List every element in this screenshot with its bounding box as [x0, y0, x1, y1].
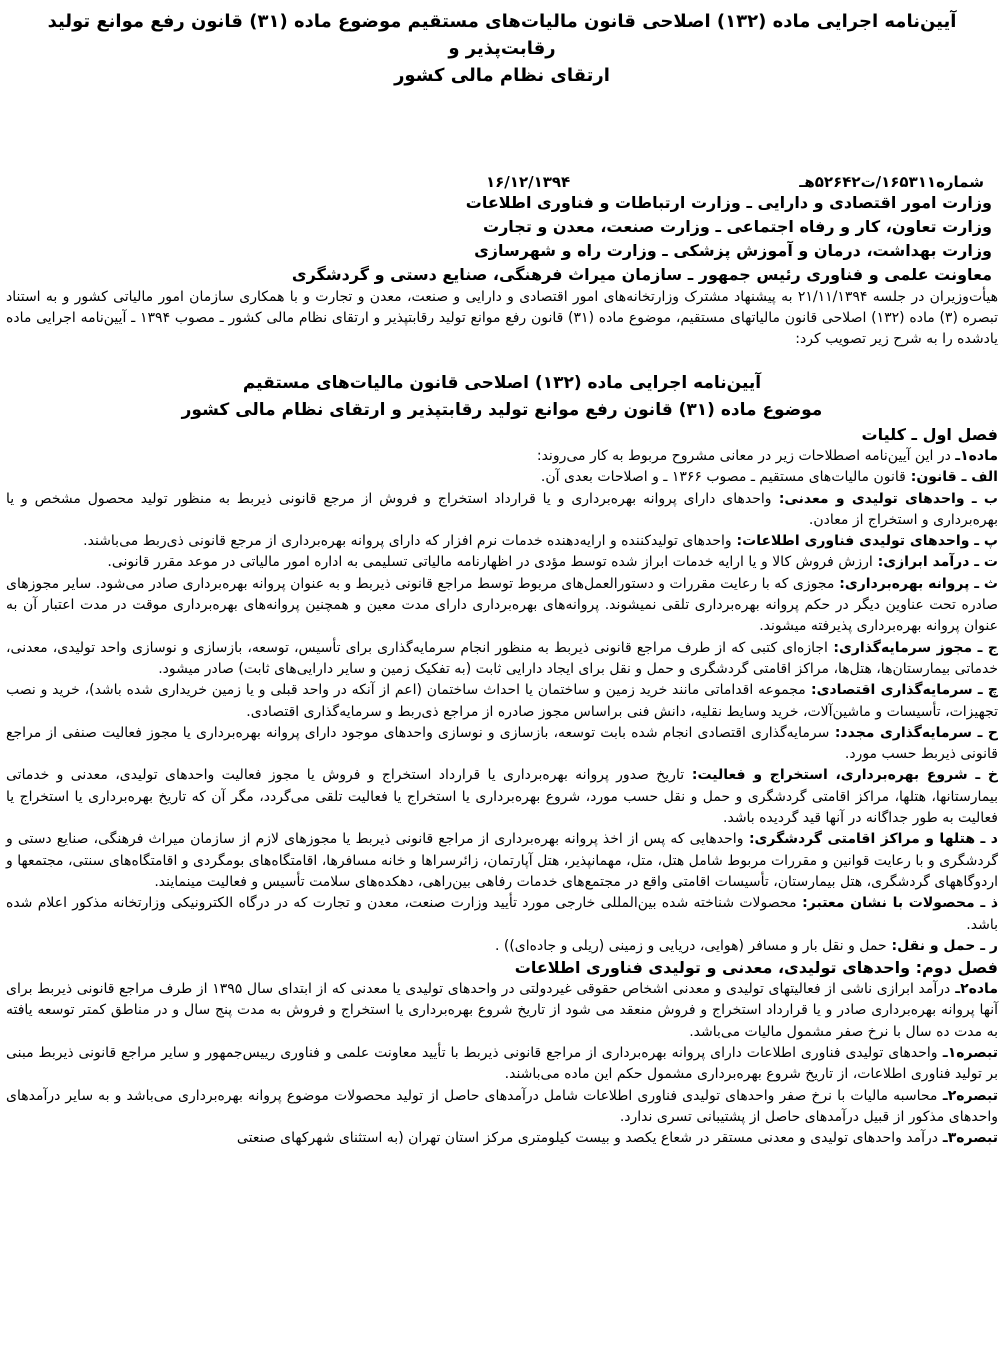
addressee-line: وزارت بهداشت، درمان و آموزش پزشکی ـ وزارت راه و شهرسازی [474, 241, 992, 260]
addressee-line: وزارت امور اقتصادی و دارایی ـ وزارت ارتباطات و فناوری اطلاعات [465, 193, 992, 212]
definition-text: واحدهای تولیدکننده و ارایه‌دهنده خدمات نرم افزار که دارای پروانه بهره‌برداری از مرجع قانونی ذی‌ربط می‌باشند. [83, 533, 732, 550]
definition-label: ذ ـ محصولات با نشان معتبر: [796, 895, 998, 912]
definition-text: تاریخ صدور پروانه بهره‌برداری یا قرارداد استخراج و فروش یا مجوز فعالیت واحدهای تولیدی، معدنی و خدماتی بیمارستانها، هتلها، مراکز اقامتی گردشگری و حمل و نقل حسب مورد، شروع بهره‌برداری یا استخراج یا فعالیت تلقی می‌گردد، مگر آن که تاریخ بهره‌برداری یا استخراج یا فعالیت به طور جداگانه در آنها قید گردیده باشد. [6, 767, 998, 827]
letter-meta [6, 173, 998, 191]
article-text: در این آیین‌نامه اصطلاحات زیر در معانی مشروح مربوط به کار می‌روند: [536, 448, 956, 464]
definition-item [6, 765, 998, 829]
definition-label: خ ـ شروع بهره‌برداری، استخراج و فعالیت: [684, 767, 998, 784]
definition-text: مجموعه اقداماتی مانند خرید زمین و ساختمان یا احداث ساختمان (اعم از آنکه در واحد قبلی و یا زمین خریداری شده باشد)، خرید و نصب تجهیزات، تأسیسات و ماشین‌آلات، خرید وسایط نقلیه، دانش فنی براساس مجوز صادره از مراجع ذی‌ربط و سرمایه‌گذاری اقتصادی. [6, 682, 998, 720]
note-label: تبصره۳ـ [938, 1130, 998, 1147]
definition-label: پ ـ واحدهای تولیدی فناوری اطلاعات: [731, 533, 998, 550]
definition-text: ارزش فروش کالا و یا ارایه خدمات ابراز شده توسط مؤدی در اظهارنامه مالیاتی تسلیمی به اداره امور مالیاتی در موعد مقرر قانونی. [107, 554, 873, 571]
definition-item [6, 936, 998, 957]
regulation-title-line-1: آیین‌نامه اجرایی ماده (۱۳۲) اصلاحی قانون مالیات‌های مستقیم [242, 373, 762, 393]
definition-label: ح ـ سرمایه‌گذاری مجدد: [829, 724, 998, 741]
definition-item [6, 552, 998, 573]
article-item [6, 979, 998, 1043]
regulation-title-line-2: موضوع ماده (۳۱) قانون رفع موانع تولید رقابتپذیر و ارتقای نظام مالی کشور [181, 400, 823, 420]
definition-text: اجازه‌ای کتبی که از طرف مراجع قانونی ذیربط به منظور انجام سرمایه‌گذاری برای تأسیس، توسعه، بازسازی و نوسازی واحد تولیدی، معدنی، خدماتی بیمارستان‌ها، هتل‌ها، مراکز اقامتی گردشگری و حمل و نقل برای ایجاد دارایی ثابت (به تفکیک زمین و سایر دارایی‌های ثابت) صادر میشود. [6, 639, 998, 677]
chapter-2-items [6, 979, 998, 1149]
note-label: تبصره۱ـ [937, 1045, 998, 1062]
definition-text: محصولات شناخته شده بین‌المللی خارجی مورد تأیید وزارت صنعت، معدن و تجارت که در درگاه الکترونیکی وزارتخانه مذکور اعلام شده باشد. [6, 895, 998, 933]
note-text: محاسبه مالیات با نرخ صفر واحدهای تولیدی فناوری اطلاعات شامل درآمدهای حاصل از تولید محصولات موضوع پروانه بهره‌برداری می‌باشد و به سایر درآمدهای واحدهای مذکور از قبیل درآمدهای حاصل از پشتیبانی تسری ندارد. [6, 1087, 998, 1125]
definition-label: ث ـ پروانه بهره‌برداری: [834, 575, 998, 592]
article-label: ماده۲ـ [950, 981, 998, 998]
note-text: واحدهای تولیدی فناوری اطلاعات دارای پروانه بهره‌برداری از مراجع قانونی ذیربط با تأیید معاونت علمی و فناوری رییس‌جمهور و سایر مراجع قانونی ذیربط مبنی بر تولید فناوری اطلاعات، از تاریخ شروع بهره‌برداری مشمول حکم این ماده می‌باشند. [6, 1045, 998, 1083]
definition-label: ج ـ مجوز سرمایه‌گذاری: [827, 639, 998, 656]
addressee-line: وزارت تعاون، کار و رفاه اجتماعی ـ وزارت صنعت، معدن و تجارت [483, 217, 992, 236]
note-item [6, 1128, 998, 1149]
letter-date: ۱۶/۱۲/۱۳۹۴ [486, 173, 571, 191]
definition-item [6, 574, 998, 638]
note-text: درآمد واحدهای تولیدی و معدنی مستقر در شعاع یکصد و بیست کیلومتری مرکز استان تهران (به استثنای شهرکهای صنعتی [236, 1130, 939, 1147]
definition-label: د ـ هتلها و مراکز اقامتی گردشگری: [743, 831, 998, 848]
definition-label: چ ـ سرمایه‌گذاری اقتصادی: [805, 682, 998, 699]
preamble: هیأت‌وزیران در جلسه ۲۱/۱۱/۱۳۹۴ به پیشنهاد مشترک وزارتخانه‌های امور اقتصادی و دارایی و صنعت، معدن و تجارت و با همکاری سازمان امور مالیاتی کشور و به استناد تبصره (۳) ماده (۱۳۲) اصلاحی قانون مالیاتهای مستقیم، موضوع ماده (۳۱) قانون رفع موانع تولید رقابتپذیر و ارتقای نظام مالی کشور ـ مصوب ۱۳۹۴ ـ آیین‌نامه اجرایی ماده یادشده را به شرح زیر تصویب کرد: [6, 289, 998, 347]
definition-text: سرمایه‌گذاری اقتصادی انجام شده بابت توسعه، بازسازی و نوسازی واحدهای موجود دارای پروانه بهره‌برداری یا مجوز فعالیت صنفی از مراجع قانونی ذیربط حسب مورد. [6, 724, 998, 763]
article-text: درآمد ابرازی ناشی از فعالیتهای تولیدی و معدنی اشخاص حقوقی غیردولتی در واحدهای تولیدی یا معدنی که از ابتدای سال ۱۳۹۵ از طرف مراجع قانونی ذیربط برای آنها پروانه بهره‌برداری صادر و یا قرارداد استخراج و فروش منعقد می شود از تاریخ شروع بهره‌برداری یا استخراج و فروش به مدت پنج سال و در مناطق کمتر توسعه یافته به مدت ده سال با نرخ صفر مشمول مالیات می‌باشد. [6, 981, 998, 1040]
definition-text: حمل و نقل بار و مسافر (هوایی، دریایی و زمینی (ریلی و جاده‌ای)) . [494, 937, 887, 954]
letter-number: شماره۱۶۵۳۱۱/ت۵۲۶۴۲هـ [799, 173, 984, 191]
document-title-line-2: ارتقای نظام مالی کشور [394, 65, 610, 86]
definition-item [6, 467, 998, 488]
addressees [6, 191, 998, 287]
definition-item [6, 829, 998, 893]
chapter-1-items [6, 446, 998, 957]
article-item [6, 446, 998, 467]
document-page [0, 8, 1008, 1357]
document-title [6, 8, 998, 89]
note-item [6, 1043, 998, 1086]
note-item [6, 1086, 998, 1129]
document-title-line-1: آیین‌نامه اجرایی ماده (۱۳۲) اصلاحی قانون مالیات‌های مستقیم موضوع ماده (۳۱) قانون رفع موانع تولید رقابت‌پذیر و [47, 11, 957, 59]
definition-label: الف ـ قانون: [905, 469, 998, 486]
definition-text: واحدهایی که پس از اخذ پروانه بهره‌برداری از مراجع قانونی ذیربط یا مجوزهای لازم از سازمان میراث فرهنگی، صنایع دستی و گردشگری و با رعایت قوانین و مقررات مربوط شامل هتل، متل، مهمانپذیر، هتل آپارتمان، زائرسراها و خانه مسافرها، اقامتگاه‌های بومگردی و اقامتگاه‌های سنتی، مجتمعها و اردوگاههای گردشگری، هتل بیمارستان، تأسیسات اقامتی واقع در مجتمع‌های خدمات رفاهی بین‌راهی، دهکده‌های سلامت تأسیس و فعالیت مینمایند. [6, 831, 998, 890]
chapter-1-heading: فصل اول ـ کلیات [861, 425, 998, 444]
definition-item [6, 723, 998, 766]
definition-item [6, 489, 998, 532]
definition-text: واحدهای دارای پروانه بهره‌برداری و یا قرارداد استخراج و فروش از مرجع قانونی ذیربط به منظور تولید محصول مشخص و یا بهره‌برداری و استخراج از معادن. [6, 490, 998, 528]
definition-item [6, 638, 998, 681]
definition-item [6, 680, 998, 723]
definition-label: ر ـ حمل و نقل: [886, 937, 998, 954]
definition-item [6, 531, 998, 552]
definition-label: ب ـ واحدهای تولیدی و معدنی: [771, 490, 998, 507]
chapter-2-heading: فصل دوم: واحدهای تولیدی، معدنی و تولیدی فناوری اطلاعات [514, 958, 998, 978]
definition-text: مجوزی که با رعایت مقررات و دستورالعمل‌های مربوط توسط مراجع قانونی ذیربط و به عنوان پروانه بهره‌برداری صادر می‌شود. سایر مجوزهای صادره تحت عناوین دیگر در حکم پروانه بهره‌برداری تلقی نمیشوند. پروانه‌های بهره‌برداری دارای مدت معین و همچنین پروانه‌های بهره‌برداری موقت در مدت اعتبار آن به عنوان پروانه بهره‌برداری پذیرفته میشوند. [6, 575, 998, 635]
addressee-line: معاونت علمی و فناوری رئیس جمهور ـ سازمان میراث فرهنگی، صنایع دستی و گردشگری [291, 265, 992, 284]
definition-item [6, 893, 998, 936]
article-label: ماده۱ـ [955, 448, 998, 464]
definition-text: قانون مالیات‌های مستقیم ـ مصوب ۱۳۶۶ ـ و اصلاحات بعدی آن. [540, 469, 906, 486]
note-label: تبصره۲ـ [937, 1087, 998, 1104]
definition-label: ت ـ درآمد ابرازی: [872, 554, 998, 571]
regulation-title [6, 370, 998, 424]
